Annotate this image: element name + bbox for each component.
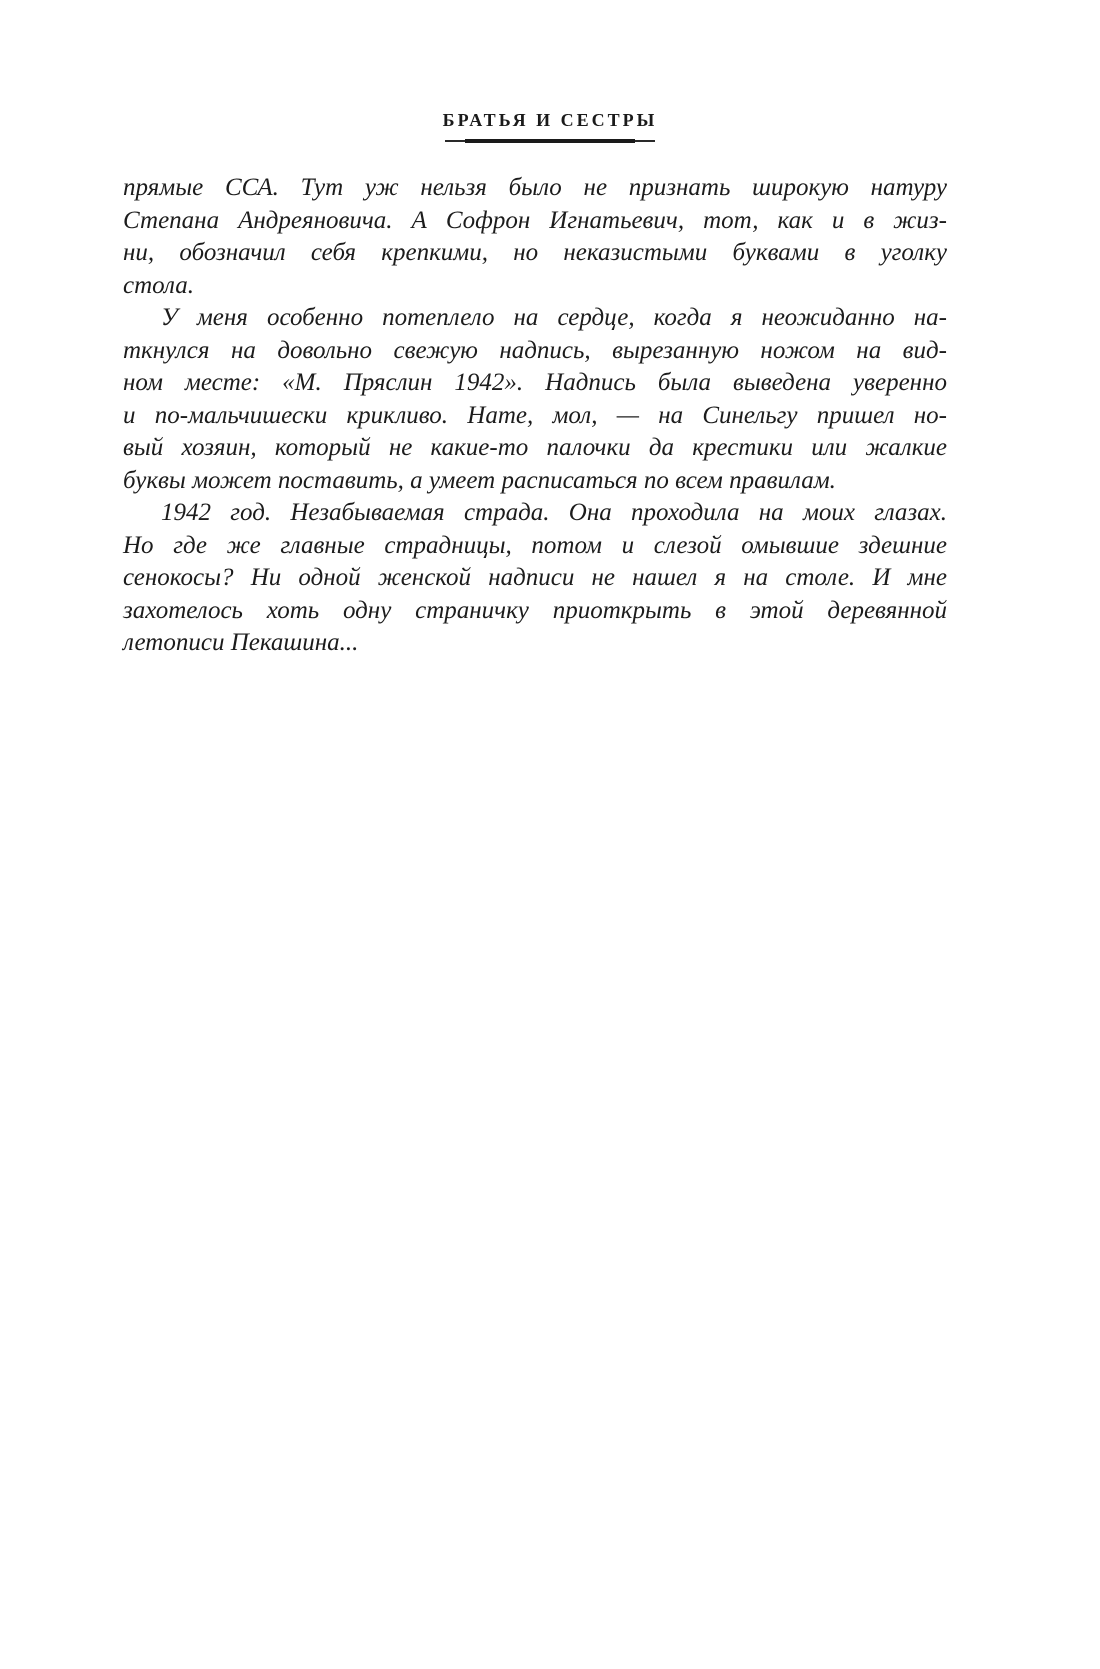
text-line: стола. [123, 271, 194, 299]
header-rule-thick [465, 139, 635, 143]
text-line: сенокосы? Ни одной женской надписи не нашел я на столе. И мне [123, 564, 947, 591]
paragraph [123, 497, 947, 660]
body-text [123, 172, 947, 660]
paragraph [123, 302, 947, 497]
text-line: летописи Пекашина... [123, 629, 359, 656]
text-line: У меня особенно потеплело на сердце, когда я неожиданно на- [161, 304, 947, 331]
text-line: прямые ССА. Тут уж нельзя было не признать широкую натуру [123, 174, 947, 201]
text-line: ном месте: «М. Пряслин 1942». Надпись была выведена уверенно [123, 369, 947, 396]
text-line: Но где же главные страдницы, потом и слезой омывшие здешние [123, 531, 947, 559]
text-line: вый хозяин, который не какие-то палочки да крестики или жалкие [123, 434, 947, 461]
text-line: буквы может поставить, а умеет расписаться по всем правилам. [123, 466, 836, 494]
paragraph [123, 172, 947, 302]
text-line: захотелось хоть одну страничку приоткрыть в этой деревянной [123, 596, 947, 624]
text-line: ткнулся на довольно свежую надпись, вырезанную ножом на вид- [123, 336, 947, 364]
running-header [0, 108, 1100, 142]
text-line: Степана Андреяновича. А Софрон Игнатьевич, тот, как и в жиз- [123, 206, 947, 234]
header-rule [445, 140, 655, 142]
text-line: и по-мальчишески крикливо. Нате, мол, — на Синельгу пришел но- [123, 401, 947, 429]
text-line: 1942 год. Незабываемая страда. Она проходила на моих глазах. [161, 499, 947, 526]
text-line: ни, обозначил себя крепкими, но неказистыми буквами в уголку [123, 239, 947, 266]
running-header-title: БРАТЬЯ И СЕСТРЫ [442, 110, 658, 130]
